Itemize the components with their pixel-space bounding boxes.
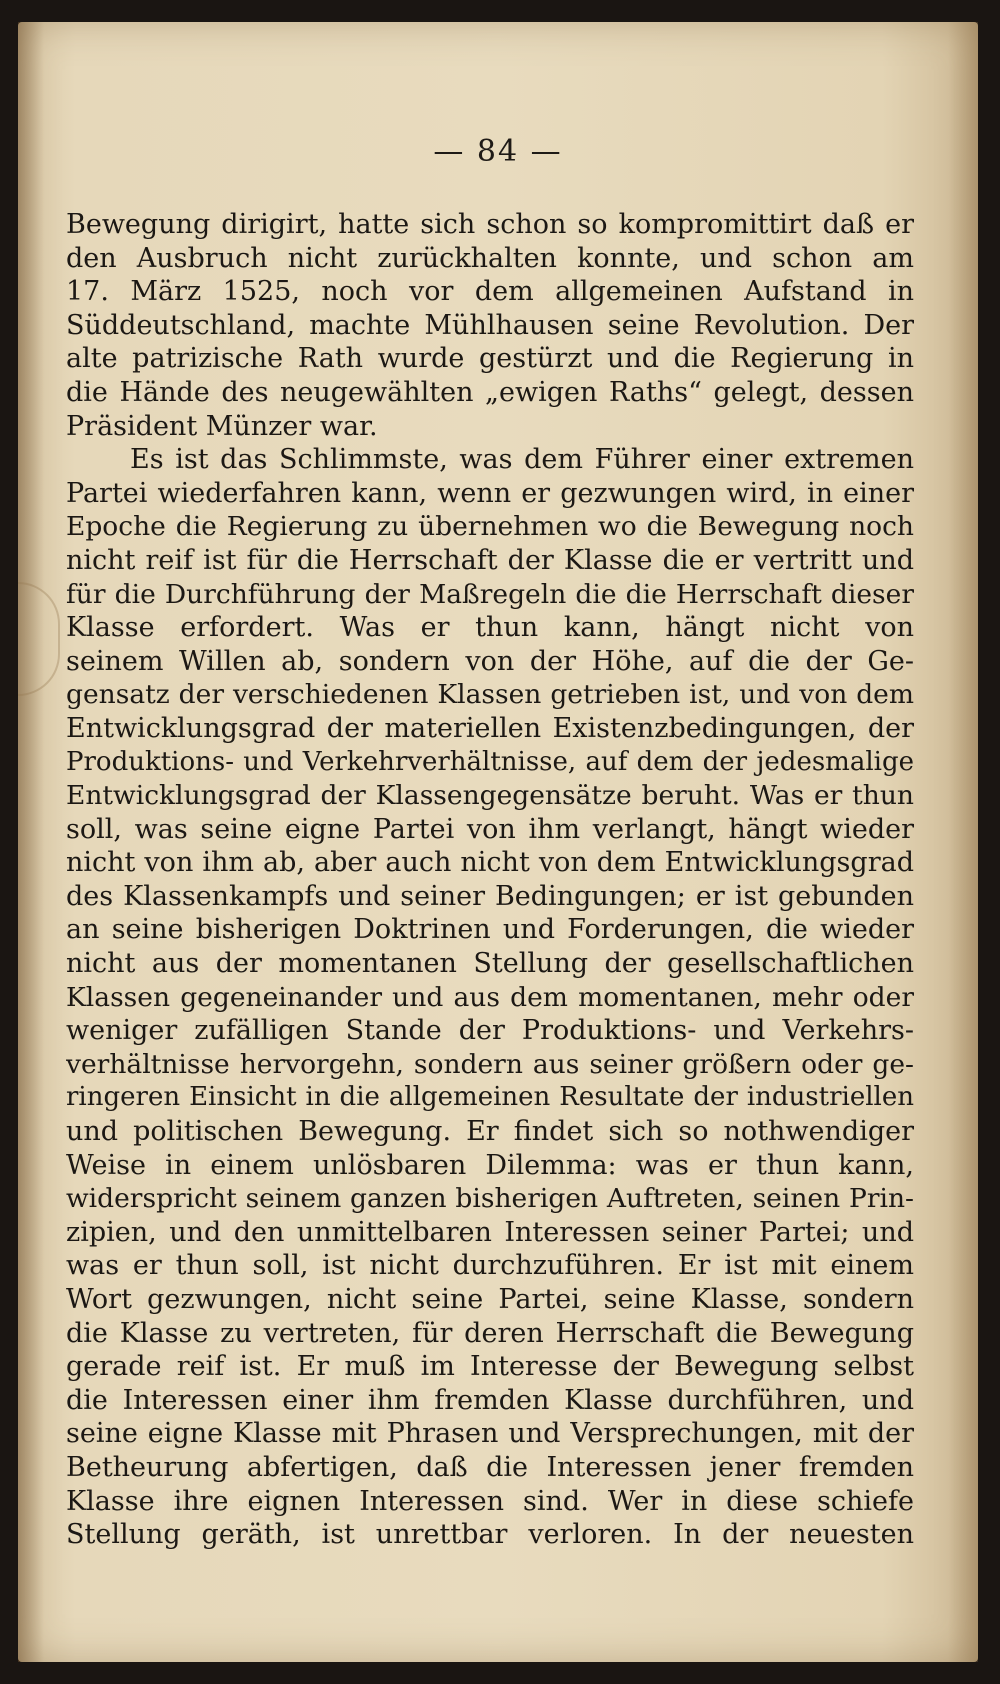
text-line: den Ausbruch nicht zurückhalten konnte, und schon am bbox=[66, 242, 914, 274]
text-line: gerade reif ist. Er muß im Interesse der Bewegung selbst bbox=[66, 1351, 914, 1383]
page-number: — 84 — bbox=[433, 134, 563, 169]
text-line: Epoche die Regierung zu übernehmen wo die Bewegung noch bbox=[66, 511, 914, 543]
page-stain bbox=[18, 582, 60, 696]
text-line: Weise in einem unlösbaren Dilemma: was er thun kann, bbox=[66, 1149, 914, 1181]
text-line: Klassen gegeneinander und aus dem momentanen, mehr oder bbox=[66, 981, 914, 1013]
text-line: Klasse ihre eignen Interessen sind. Wer in diese schiefe bbox=[66, 1485, 914, 1517]
text-line: Wort gezwungen, nicht seine Partei, seine Klasse, sondern bbox=[66, 1284, 914, 1315]
page-edge-shadow bbox=[948, 22, 978, 1662]
text-line: 17. März 1525, noch vor dem allgemeinen Aufstand in bbox=[66, 276, 914, 308]
text-line: weniger zufälligen Stande der Produktions- und Verkehrs- bbox=[66, 1015, 914, 1047]
text-line: seinem Willen ab, sondern von der Höhe, auf die der Ge- bbox=[66, 645, 914, 677]
text-line: seine eigne Klasse mit Phrasen und Versprechungen, mit der bbox=[66, 1418, 914, 1450]
text-line: Produktions- und Verkehrverhältnisse, auf dem der jedesmalige bbox=[66, 746, 914, 777]
text-line: und politischen Bewegung. Er findet sich so nothwendiger bbox=[66, 1116, 914, 1148]
text-line: nicht aus der momentanen Stellung der gesellschaftlichen bbox=[66, 948, 914, 980]
text-line: widerspricht seinem ganzen bisherigen Auftreten, seinen Prin- bbox=[66, 1183, 914, 1215]
body-text bbox=[66, 208, 914, 1552]
page-gutter-shadow bbox=[18, 22, 44, 1662]
text-line: Klasse erfordert. Was er thun kann, hängt nicht von bbox=[66, 612, 914, 644]
text-line: die Interessen einer ihm fremden Klasse durchführen, und bbox=[66, 1384, 914, 1416]
text-line: die Hände des neugewählten „ewigen Raths“ gelegt, dessen bbox=[66, 376, 914, 408]
text-line: nicht von ihm ab, aber auch nicht von dem Entwicklungsgrad bbox=[66, 847, 914, 879]
text-line: verhältnisse hervorgehn, sondern aus seiner größern oder ge- bbox=[66, 1048, 914, 1080]
text-line: Entwicklungsgrad der materiellen Existenzbedingungen, der bbox=[66, 712, 914, 744]
text-line: des Klassenkampfs und seiner Bedingungen; er ist gebunden bbox=[66, 880, 914, 912]
text-line: Präsident Münzer war. bbox=[66, 410, 378, 442]
text-line: Betheurung abfertigen, daß die Interessen jener fremden bbox=[66, 1451, 914, 1483]
text-line: alte patrizische Rath wurde gestürzt und die Regierung in bbox=[66, 343, 914, 375]
text-line: ringeren Einsicht in die allgemeinen Resultate der industriellen bbox=[66, 1082, 914, 1113]
text-line: Süddeutschland, machte Mühlhausen seine Revolution. Der bbox=[66, 309, 914, 341]
text-line: für die Durchführung der Maßregeln die die Herrschaft dieser bbox=[66, 578, 914, 610]
text-line: Partei wiederfahren kann, wenn er gezwungen wird, in einer bbox=[66, 477, 914, 509]
text-line: Entwicklungsgrad der Klassengegensätze beruht. Was er thun bbox=[66, 780, 914, 812]
text-line: nicht reif ist für die Herrschaft der Klasse die er vertritt und bbox=[66, 544, 914, 576]
text-line: soll, was seine eigne Partei von ihm verlangt, hängt wieder bbox=[66, 813, 914, 845]
text-line: was er thun soll, ist nicht durchzuführen. Er ist mit einem bbox=[66, 1250, 914, 1282]
book-page bbox=[18, 22, 978, 1662]
text-line: gensatz der verschiedenen Klassen getrieben ist, und von dem bbox=[66, 679, 914, 711]
text-line: die Klasse zu vertreten, für deren Herrschaft die Bewegung bbox=[66, 1317, 914, 1349]
text-line: Bewegung dirigirt, hatte sich schon so kompromittirt daß er bbox=[66, 209, 914, 240]
text-line: zipien, und den unmittelbaren Interessen seiner Partei; und bbox=[66, 1216, 914, 1248]
text-line: an seine bisherigen Doktrinen und Forderungen, die wieder bbox=[66, 914, 914, 946]
text-line: Stellung geräth, ist unrettbar verloren. In der neuesten bbox=[66, 1519, 914, 1551]
text-line: Es ist das Schlimmste, was dem Führer einer extremen bbox=[130, 444, 914, 476]
